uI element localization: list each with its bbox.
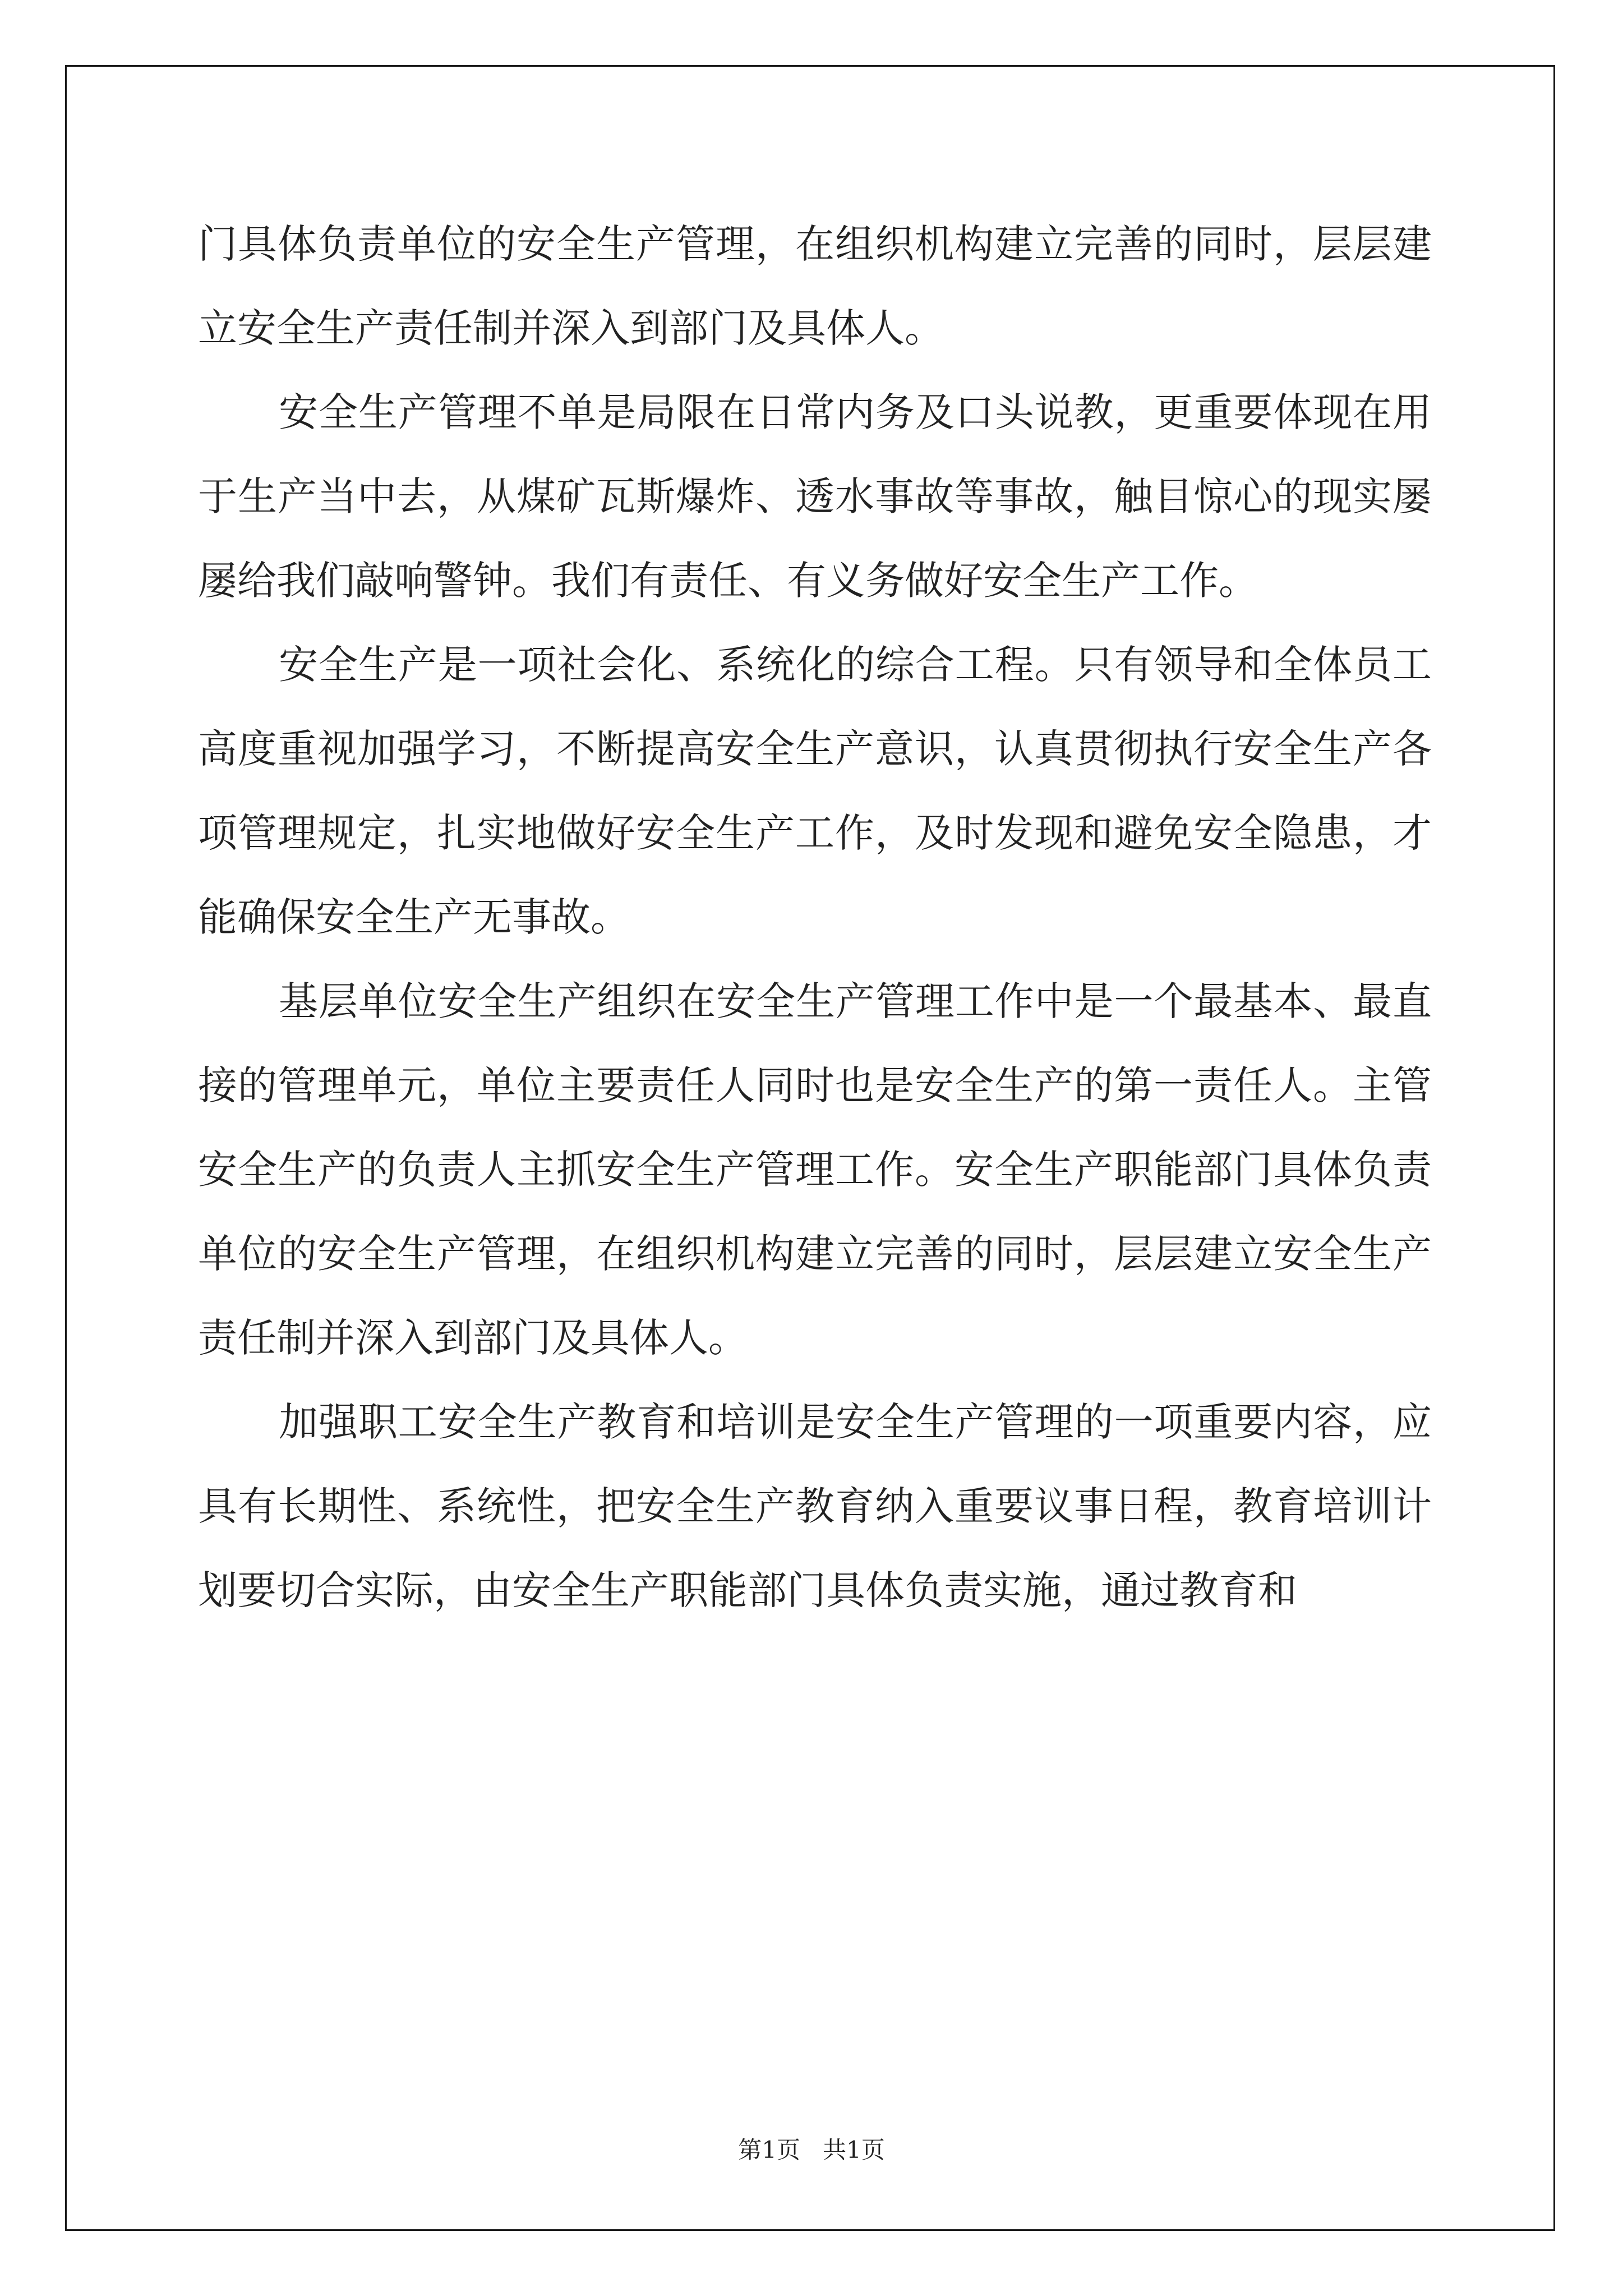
document-body xyxy=(198,202,1432,1632)
paragraph-4: 基层单位安全生产组织在安全生产管理工作中是一个最基本、最直接的管理单元，单位主要责任人同时也是安全生产的第一责任人。主管安全生产的负责人主抓安全生产管理工作。安全生产职能部门具体负责单位的安全生产管理，在组织机构建立完善的同时，层层建立安全生产责任制并深入到部门及具体人。 xyxy=(198,978,1432,1361)
page-number-footer: 第1页 共1页 xyxy=(738,2136,885,2164)
paragraph-5: 加强职工安全生产教育和培训是安全生产管理的一项重要内容，应具有长期性、系统性，把安全生产教育纳入重要议事日程，教育培训计划要切合实际，由安全生产职能部门具体负责实施，通过教育和 xyxy=(198,1399,1432,1613)
paragraph-1: 门具体负责单位的安全生产管理，在组织机构建立完善的同时，层层建立安全生产责任制并深入到部门及具体人。 xyxy=(198,221,1432,351)
paragraph-3: 安全生产是一项社会化、系统化的综合工程。只有领导和全体员工高度重视加强学习，不断提高安全生产意识，认真贯彻执行安全生产各项管理规定，扎实地做好安全生产工作，及时发现和避免安全隐患，才能确保安全生产无事故。 xyxy=(198,642,1432,940)
paragraph-2: 安全生产管理不单是局限在日常内务及口头说教，更重要体现在用于生产当中去，从煤矿瓦斯爆炸、透水事故等事故，触目惊心的现实屡屡给我们敲响警钟。我们有责任、有义务做好安全生产工作。 xyxy=(198,389,1432,604)
